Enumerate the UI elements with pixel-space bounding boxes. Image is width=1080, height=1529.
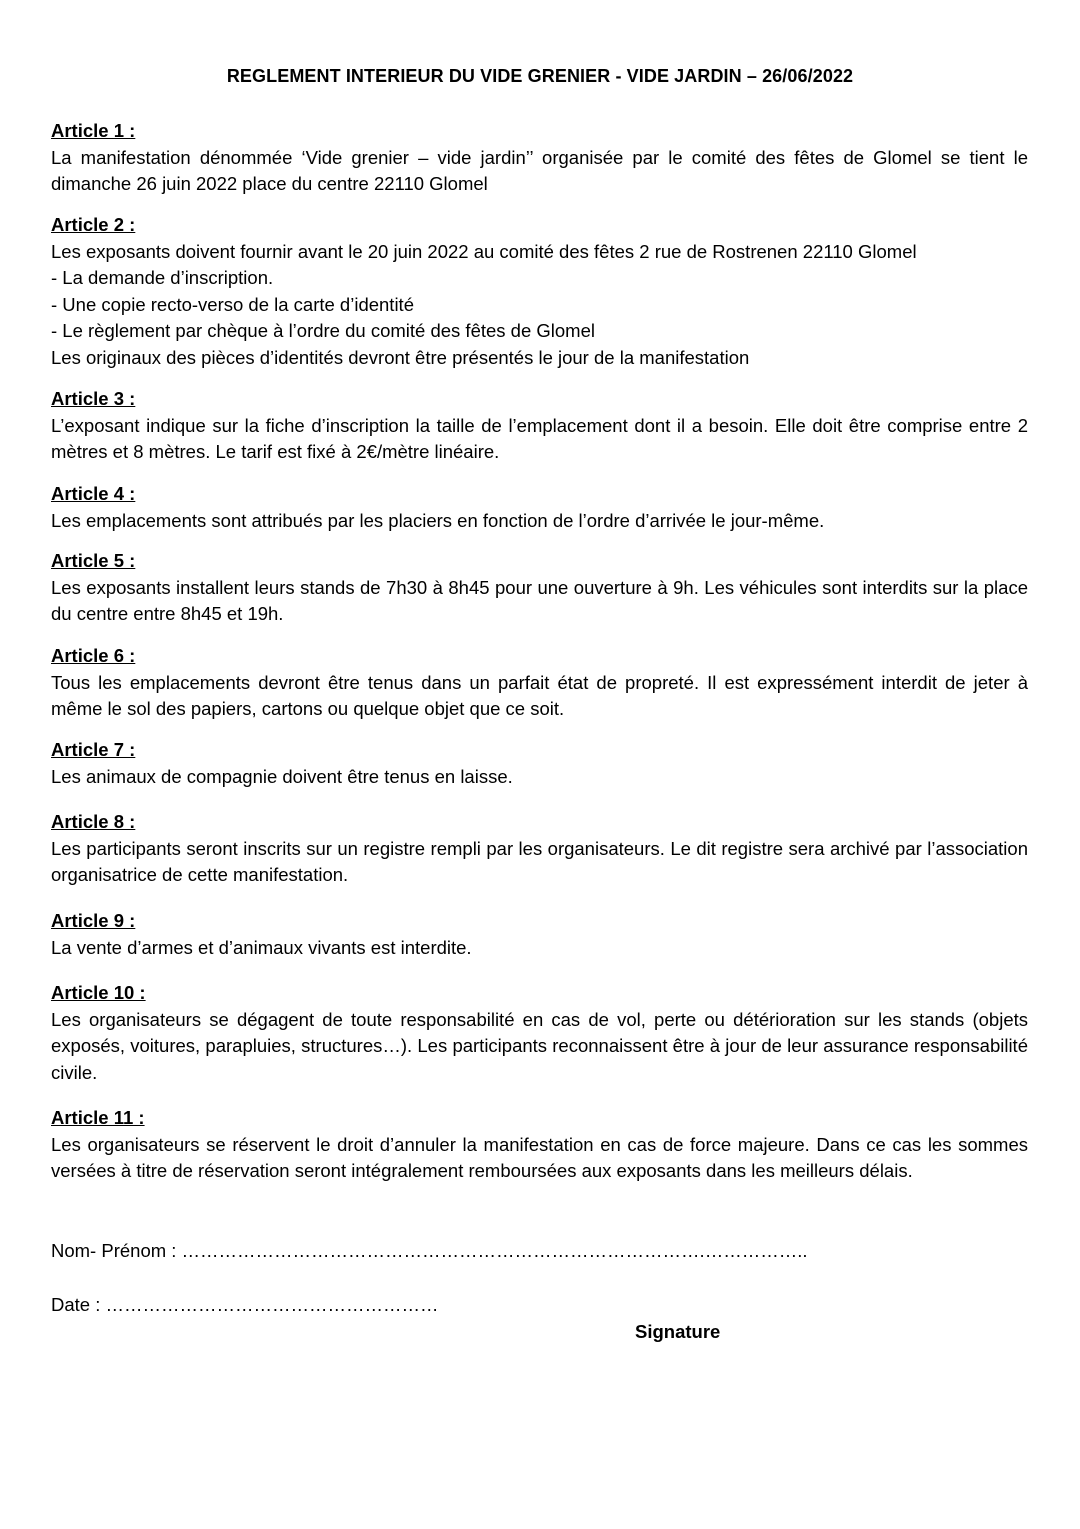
article-9 [51,908,1028,961]
article-6 [51,643,1028,723]
article-title: Article 5 : [51,550,136,571]
article-2 [51,212,1028,371]
article-title: Article 3 : [51,388,136,409]
article-text: Les participants seront inscrits sur un registre rempli par les organisateurs. Le dit registre sera archivé par l’association organisatrice de cette manifestation. [51,837,1028,885]
signature-label: Signature [635,1321,721,1342]
article-text: Tous les emplacements devront être tenus dans un parfait état de propreté. Il est expressément interdit de jeter à même le sol des papiers, cartons ou quelque objet que ce soit. [51,671,1028,719]
article-line: Les originaux des pièces d’identités devront être présentés le jour de la manifestation [51,346,750,368]
article-8 [51,809,1028,889]
article-title: Article 6 : [51,645,136,666]
article-line: - Une copie recto-verso de la carte d’identité [51,293,414,315]
article-3 [51,386,1028,466]
article-line: - La demande d’inscription. [51,267,274,288]
document-title: REGLEMENT INTERIEUR DU VIDE GRENIER - VIDE JARDIN – 26/06/2022 [226,66,854,86]
article-10 [51,980,1028,1086]
article-text: La manifestation dénommée ‘Vide grenier – vide jardin’’ organisée par le comité des fêtes de Glomel se tient le dimanche 26 juin 2022 place du centre 22110 Glomel [51,146,1028,194]
article-title: Article 10 : [51,982,146,1003]
article-line: - Le règlement par chèque à l’ordre du comité des fêtes de Glomel [51,320,595,341]
article-title: Article 4 : [51,483,136,504]
article-text: Les animaux de compagnie doivent être tenus en laisse. [51,765,513,787]
article-1 [51,118,1028,198]
article-title: Article 2 : [51,214,136,235]
article-11 [51,1105,1028,1185]
article-text: Les organisateurs se réservent le droit d’annuler la manifestation en cas de force majeure. Dans ce cas les sommes versées à titre de réservation seront intégralement remboursées aux exposants dans les meilleurs délais. [51,1133,1028,1181]
name-field: Nom- Prénom : ………………………………………………………………………….…………….. [51,1240,808,1261]
article-7 [51,737,1028,790]
date-field: Date : ……………………………………………… [51,1294,439,1315]
article-title: Article 11 : [51,1107,145,1128]
article-text: Les emplacements sont attribués par les placiers en fonction de l’ordre d’arrivée le jour-même. [51,509,825,531]
article-title: Article 1 : [51,120,136,141]
article-4 [51,481,1028,534]
article-text: Les organisateurs se dégagent de toute responsabilité en cas de vol, perte ou détérioration sur les stands (objets exposés, voitures, parapluies, structures…). Les participants reconnaissent être à jour de leur assurance responsabilité civile. [51,1008,1028,1083]
article-title: Article 7 : [51,739,136,760]
article-title: Article 8 : [51,811,136,832]
article-5 [51,548,1028,628]
article-title: Article 9 : [51,910,136,931]
article-text: La vente d’armes et d’animaux vivants est interdite. [51,936,472,958]
article-text: Les exposants installent leurs stands de 7h30 à 8h45 pour une ouverture à 9h. Les véhicules sont interdits sur la place du centre entre 8h45 et 19h. [51,576,1028,624]
article-text: L’exposant indique sur la fiche d’inscription la taille de l’emplacement dont il a besoin. Elle doit être comprise entre 2 mètres et 8 mètres. Le tarif est fixé à 2€/mètre linéaire. [51,414,1028,462]
article-line: Les exposants doivent fournir avant le 20 juin 2022 au comité des fêtes 2 rue de Rostrenen 22110 Glomel [51,240,917,262]
